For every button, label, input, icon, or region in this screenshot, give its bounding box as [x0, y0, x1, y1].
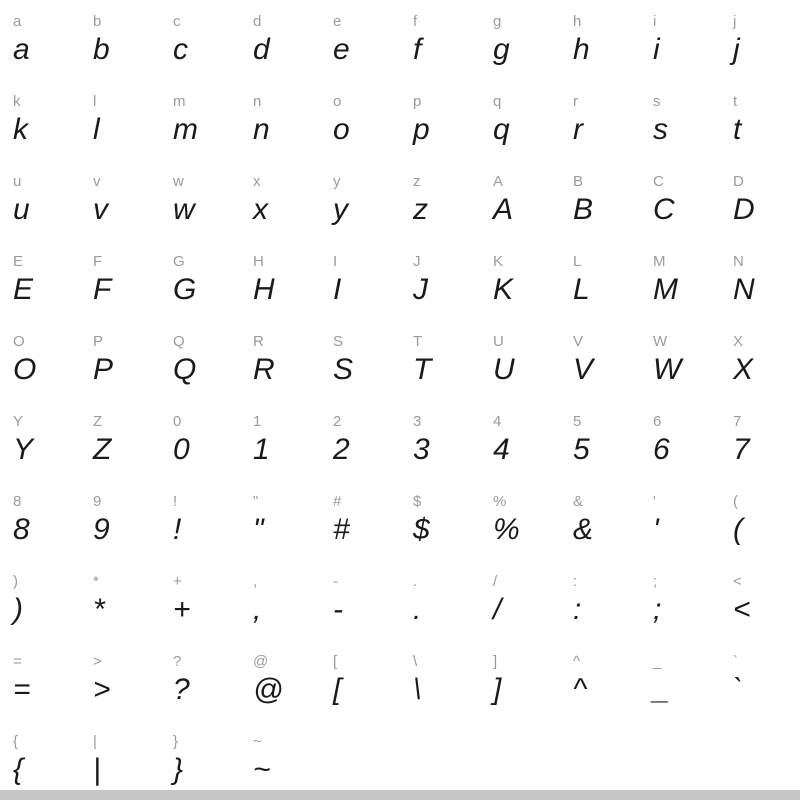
char-cell[interactable]	[240, 80, 320, 160]
char-glyph: X	[733, 353, 754, 386]
char-label: O	[13, 333, 25, 350]
char-cell[interactable]	[480, 480, 560, 560]
char-glyph: W	[653, 353, 682, 386]
char-label: j	[733, 13, 737, 30]
char-cell[interactable]	[560, 400, 640, 480]
char-glyph: G	[173, 273, 197, 306]
char-cell[interactable]	[720, 560, 800, 640]
char-cell[interactable]	[80, 160, 160, 240]
char-glyph: d	[253, 33, 270, 66]
char-cell[interactable]	[80, 400, 160, 480]
char-cell[interactable]	[400, 560, 480, 640]
char-glyph: v	[93, 193, 108, 226]
char-cell[interactable]	[480, 0, 560, 80]
char-label: J	[413, 253, 421, 270]
char-glyph: k	[13, 113, 28, 146]
char-label: U	[493, 333, 504, 350]
char-label: ?	[173, 653, 182, 670]
char-cell[interactable]	[720, 0, 800, 80]
char-glyph: V	[573, 353, 594, 386]
char-label: t	[733, 93, 738, 110]
char-label: ,	[253, 573, 258, 590]
char-label: &	[573, 493, 584, 510]
char-cell[interactable]	[0, 0, 80, 80]
char-cell[interactable]	[320, 320, 400, 400]
char-glyph: .	[413, 593, 422, 626]
char-label: x	[253, 173, 261, 190]
char-cell[interactable]	[160, 480, 240, 560]
char-cell[interactable]	[480, 560, 560, 640]
char-glyph: J	[413, 273, 428, 306]
char-label: 2	[333, 413, 342, 430]
char-glyph: #	[333, 513, 350, 546]
char-cell[interactable]	[640, 480, 720, 560]
char-glyph: <	[733, 593, 751, 626]
char-glyph: -	[333, 593, 343, 626]
char-cell[interactable]	[320, 160, 400, 240]
char-cell[interactable]	[160, 400, 240, 480]
char-label: ^	[573, 653, 581, 670]
char-glyph: g	[493, 33, 510, 66]
char-label: l	[93, 93, 97, 110]
char-glyph: |	[93, 753, 101, 786]
char-cell[interactable]	[640, 400, 720, 480]
char-cell[interactable]	[0, 80, 80, 160]
char-label: o	[333, 93, 342, 110]
char-label: I	[333, 253, 338, 270]
char-glyph: `	[733, 673, 743, 706]
char-glyph: }	[173, 753, 184, 786]
char-cell[interactable]	[720, 160, 800, 240]
char-label: :	[573, 573, 578, 590]
char-glyph: p	[413, 113, 430, 146]
char-label: Q	[173, 333, 185, 350]
char-glyph: a	[13, 33, 30, 66]
char-glyph: (	[733, 513, 743, 546]
char-cell[interactable]	[0, 480, 80, 560]
char-cell[interactable]	[480, 80, 560, 160]
char-glyph: R	[253, 353, 275, 386]
char-label: X	[733, 333, 744, 350]
char-glyph: ^	[573, 673, 588, 706]
char-cell[interactable]	[320, 80, 400, 160]
char-cell[interactable]	[0, 160, 80, 240]
char-label: )	[13, 573, 18, 590]
char-label: G	[173, 253, 185, 270]
char-label: 0	[173, 413, 182, 430]
char-glyph: ,	[253, 593, 262, 626]
char-label: 6	[653, 413, 662, 430]
char-glyph: 2	[333, 433, 350, 466]
char-cell[interactable]	[400, 640, 480, 720]
char-label: '	[653, 493, 656, 510]
char-cell[interactable]	[320, 480, 400, 560]
char-glyph: ]	[493, 673, 502, 706]
char-glyph: :	[573, 593, 582, 626]
char-cell[interactable]	[240, 0, 320, 80]
char-label: $	[413, 493, 422, 510]
char-glyph: b	[93, 33, 110, 66]
char-label: %	[493, 493, 507, 510]
char-cell[interactable]	[400, 400, 480, 480]
char-label: 5	[573, 413, 582, 430]
char-glyph: 7	[733, 433, 750, 466]
char-label: D	[733, 173, 744, 190]
char-glyph: ~	[253, 753, 271, 786]
char-glyph: )	[13, 593, 23, 626]
char-label: 1	[253, 413, 262, 430]
char-glyph: 5	[573, 433, 590, 466]
char-label: u	[13, 173, 22, 190]
char-label: A	[493, 173, 504, 190]
char-glyph: Z	[93, 433, 112, 466]
char-glyph: 9	[93, 513, 110, 546]
char-cell[interactable]	[560, 640, 640, 720]
char-label: [	[333, 653, 338, 670]
char-label: 3	[413, 413, 422, 430]
char-label: Y	[13, 413, 24, 430]
char-cell[interactable]	[640, 160, 720, 240]
char-glyph: c	[173, 33, 188, 66]
char-label: v	[93, 173, 101, 190]
char-label: q	[493, 93, 502, 110]
char-glyph: t	[733, 113, 742, 146]
char-label: S	[333, 333, 344, 350]
char-cell[interactable]	[0, 320, 80, 400]
char-cell[interactable]	[160, 640, 240, 720]
char-cell[interactable]	[240, 160, 320, 240]
char-label: ]	[493, 653, 498, 670]
char-label: .	[413, 573, 418, 590]
char-label: `	[733, 653, 738, 670]
char-cell[interactable]	[80, 720, 160, 800]
char-label: V	[573, 333, 584, 350]
char-cell[interactable]	[560, 480, 640, 560]
char-glyph: Q	[173, 353, 197, 386]
char-label: {	[13, 733, 19, 750]
char-label: P	[93, 333, 104, 350]
char-glyph: C	[653, 193, 675, 226]
char-label: m	[173, 93, 186, 110]
char-cell[interactable]	[80, 560, 160, 640]
char-label: N	[733, 253, 744, 270]
char-label: (	[733, 493, 738, 510]
char-cell[interactable]	[640, 640, 720, 720]
char-cell[interactable]	[0, 640, 80, 720]
char-cell[interactable]	[80, 80, 160, 160]
char-cell[interactable]	[560, 320, 640, 400]
char-cell[interactable]	[400, 240, 480, 320]
char-cell[interactable]	[80, 640, 160, 720]
char-label: +	[173, 573, 182, 590]
char-label: r	[573, 93, 578, 110]
char-label: s	[653, 93, 661, 110]
char-label: k	[13, 93, 21, 110]
char-cell[interactable]	[80, 0, 160, 80]
char-label: <	[733, 573, 742, 590]
char-cell[interactable]	[640, 560, 720, 640]
char-cell[interactable]	[0, 240, 80, 320]
char-glyph: l	[93, 113, 100, 146]
char-glyph: *	[93, 593, 105, 626]
char-glyph: ?	[173, 673, 190, 706]
char-cell[interactable]	[240, 480, 320, 560]
char-cell[interactable]	[640, 320, 720, 400]
char-glyph: $	[413, 513, 430, 546]
char-cell[interactable]	[480, 240, 560, 320]
char-cell[interactable]	[240, 560, 320, 640]
char-cell[interactable]	[640, 80, 720, 160]
bottom-edge-bar	[0, 790, 800, 800]
char-label: f	[413, 13, 418, 30]
char-label: b	[93, 13, 102, 30]
char-cell[interactable]	[400, 480, 480, 560]
char-glyph: _	[653, 673, 670, 706]
char-label: M	[653, 253, 666, 270]
char-label: L	[573, 253, 582, 270]
char-label: e	[333, 13, 342, 30]
char-glyph: m	[173, 113, 198, 146]
char-glyph: S	[333, 353, 354, 386]
char-label: y	[333, 173, 341, 190]
char-glyph: B	[573, 193, 594, 226]
char-label: 9	[93, 493, 102, 510]
char-cell[interactable]	[560, 0, 640, 80]
char-glyph: ;	[653, 593, 662, 626]
char-glyph: E	[13, 273, 34, 306]
char-label: B	[573, 173, 584, 190]
char-label: ;	[653, 573, 658, 590]
char-label: 4	[493, 413, 502, 430]
char-cell[interactable]	[0, 400, 80, 480]
char-glyph: T	[413, 353, 432, 386]
char-cell[interactable]	[480, 400, 560, 480]
char-glyph: z	[413, 193, 428, 226]
char-cell[interactable]	[160, 320, 240, 400]
char-glyph: D	[733, 193, 755, 226]
char-cell[interactable]	[160, 80, 240, 160]
char-glyph: A	[493, 193, 514, 226]
char-glyph: 0	[173, 433, 190, 466]
char-glyph: [	[333, 673, 342, 706]
char-cell[interactable]	[0, 720, 80, 800]
char-label: z	[413, 173, 421, 190]
char-cell[interactable]	[160, 720, 240, 800]
char-label: g	[493, 13, 502, 30]
char-cell[interactable]	[240, 240, 320, 320]
char-glyph: f	[413, 33, 422, 66]
char-glyph: r	[573, 113, 583, 146]
char-label: C	[653, 173, 664, 190]
char-label: #	[333, 493, 342, 510]
char-cell[interactable]	[400, 160, 480, 240]
char-glyph: n	[253, 113, 270, 146]
char-glyph: 1	[253, 433, 270, 466]
char-cell[interactable]	[400, 0, 480, 80]
char-label: c	[173, 13, 181, 30]
char-glyph: "	[253, 513, 264, 546]
char-label: "	[253, 493, 259, 510]
char-glyph: q	[493, 113, 510, 146]
char-cell[interactable]	[720, 80, 800, 160]
char-cell[interactable]	[640, 0, 720, 80]
char-label: _	[653, 653, 662, 670]
char-cell[interactable]	[560, 80, 640, 160]
char-label: -	[333, 573, 338, 590]
char-cell[interactable]	[240, 320, 320, 400]
char-glyph: @	[253, 673, 284, 706]
char-glyph: Y	[13, 433, 34, 466]
char-glyph: F	[93, 273, 112, 306]
char-cell[interactable]	[480, 640, 560, 720]
char-glyph: y	[333, 193, 348, 226]
char-label: a	[13, 13, 22, 30]
char-cell[interactable]	[560, 560, 640, 640]
char-cell[interactable]	[320, 640, 400, 720]
char-glyph: =	[13, 673, 31, 706]
char-glyph: 4	[493, 433, 510, 466]
char-label: E	[13, 253, 24, 270]
char-label: 7	[733, 413, 742, 430]
char-glyph: %	[493, 513, 520, 546]
char-label: n	[253, 93, 262, 110]
char-cell[interactable]	[720, 640, 800, 720]
char-label: p	[413, 93, 422, 110]
char-label: !	[173, 493, 178, 510]
char-label: h	[573, 13, 582, 30]
char-cell[interactable]	[480, 320, 560, 400]
char-cell[interactable]	[560, 240, 640, 320]
char-cell[interactable]	[80, 240, 160, 320]
char-cell[interactable]	[160, 160, 240, 240]
char-label: F	[93, 253, 103, 270]
char-cell[interactable]	[240, 400, 320, 480]
char-glyph: >	[93, 673, 111, 706]
char-cell[interactable]	[400, 80, 480, 160]
char-label: /	[493, 573, 498, 590]
char-glyph: {	[13, 753, 24, 786]
char-cell[interactable]	[240, 640, 320, 720]
char-cell[interactable]	[0, 560, 80, 640]
char-glyph: P	[93, 353, 114, 386]
char-cell[interactable]	[160, 560, 240, 640]
char-cell[interactable]	[80, 480, 160, 560]
char-glyph: +	[173, 593, 191, 626]
char-cell[interactable]	[160, 240, 240, 320]
char-label: K	[493, 253, 504, 270]
char-label: H	[253, 253, 264, 270]
char-glyph: H	[253, 273, 275, 306]
char-cell[interactable]	[80, 320, 160, 400]
char-cell[interactable]	[640, 240, 720, 320]
char-glyph: o	[333, 113, 350, 146]
char-label: w	[173, 173, 184, 190]
char-label: >	[93, 653, 102, 670]
char-glyph: 3	[413, 433, 430, 466]
char-glyph: j	[733, 33, 740, 66]
char-label: @	[253, 653, 269, 670]
char-label: *	[93, 573, 99, 590]
char-glyph: O	[13, 353, 37, 386]
char-label: \	[413, 653, 418, 670]
char-cell[interactable]	[320, 240, 400, 320]
char-glyph: 8	[13, 513, 30, 546]
char-glyph: i	[653, 33, 660, 66]
char-glyph: w	[173, 193, 195, 226]
char-glyph: U	[493, 353, 515, 386]
char-cell[interactable]	[720, 400, 800, 480]
char-label: W	[653, 333, 668, 350]
char-cell[interactable]	[720, 240, 800, 320]
char-cell[interactable]	[560, 160, 640, 240]
char-glyph: M	[653, 273, 678, 306]
char-cell[interactable]	[160, 0, 240, 80]
char-glyph: \	[413, 673, 422, 706]
char-glyph: I	[333, 273, 342, 306]
char-glyph: x	[253, 193, 268, 226]
char-cell[interactable]	[720, 320, 800, 400]
char-glyph: N	[733, 273, 755, 306]
char-label: ~	[253, 733, 262, 750]
char-cell[interactable]	[720, 480, 800, 560]
char-glyph: &	[573, 513, 594, 546]
char-glyph: h	[573, 33, 590, 66]
char-label: i	[653, 13, 657, 30]
char-glyph: '	[653, 513, 659, 546]
char-glyph: /	[493, 593, 502, 626]
char-glyph: L	[573, 273, 590, 306]
char-label: }	[173, 733, 179, 750]
char-glyph: K	[493, 273, 514, 306]
char-glyph: s	[653, 113, 668, 146]
char-label: Z	[93, 413, 103, 430]
char-cell[interactable]	[480, 160, 560, 240]
char-glyph: !	[173, 513, 182, 546]
char-label: T	[413, 333, 423, 350]
char-glyph: e	[333, 33, 350, 66]
char-label: R	[253, 333, 264, 350]
char-cell[interactable]	[320, 0, 400, 80]
char-glyph: 6	[653, 433, 670, 466]
char-label: d	[253, 13, 262, 30]
char-glyph: u	[13, 193, 30, 226]
char-label: =	[13, 653, 22, 670]
char-cell[interactable]	[320, 400, 400, 480]
char-label: 8	[13, 493, 22, 510]
char-label: |	[93, 733, 97, 750]
char-cell[interactable]	[320, 560, 400, 640]
char-cell[interactable]	[400, 320, 480, 400]
char-cell[interactable]	[240, 720, 320, 800]
